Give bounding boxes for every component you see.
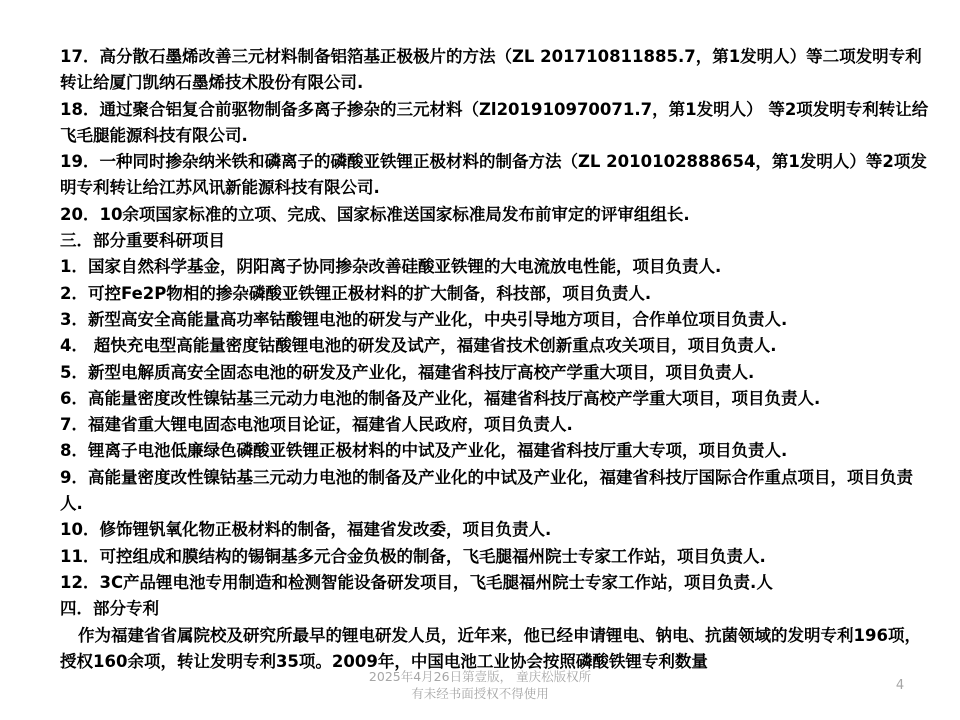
project-item-10: 10．修饰锂钒氧化物正极材料的制备，福建省发改委，项目负责人.: [60, 520, 552, 540]
patent-item-18: 18．通过聚合铝复合前驱物制备多离子掺杂的三元材料（Zl201910970071.7，第1发明人） 等2项发明专利转让给飞毛腿能源科技有限公司.: [60, 99, 929, 145]
slide-body: [60, 44, 930, 675]
project-item-8: 8．锂离子电池低廉绿色磷酸亚铁锂正极材料的中试及产业化，福建省科技厅重大专项，项目负责人.: [60, 441, 788, 461]
page-number: 4: [895, 678, 905, 693]
patent-item-19: 19．一种同时掺杂纳米铁和磷离子的磷酸亚铁锂正极材料的制备方法（ZL 2010102888654，第1发明人）等2项发明专利转让给江苏风讯新能源科技有限公司.: [60, 152, 927, 198]
section-heading-patents: 四．部分专利: [60, 599, 159, 619]
project-item-6: 6．高能量密度改性镍钴基三元动力电池的制备及产业化，福建省科技厅高校产学重大项目，项目负责人.: [60, 388, 821, 408]
project-item-7: 7．福建省重大锂电固态电池项目论证，福建省人民政府，项目负责人.: [60, 415, 573, 435]
project-item-4: 4． 超快充电型高能量密度钴酸锂电池的研发及试产，福建省技术创新重点攻关项目，项目负责人.: [60, 336, 777, 356]
project-item-2: 2．可控Fe2P物相的掺杂磷酸亚铁锂正极材料的扩大制备，科技部，项目负责人.: [60, 283, 652, 303]
patent-item-17: 17．高分散石墨烯改善三元材料制备铝箔基正极极片的方法（ZL 201710811885.7，第1发明人）等二项发明专利转让给厦门凯纳石墨烯技术股份有限公司.: [60, 47, 922, 93]
project-item-1: 1．国家自然科学基金，阴阳离子协同掺杂改善硅酸亚铁锂的大电流放电性能，项目负责人.: [60, 257, 722, 277]
patents-summary-paragraph: 作为福建省省属院校及研究所最早的锂电研发人员，近年来，他已经申请锂电、钠电、抗菌领域的发明专利196项，授权160余项，转让发明专利35项。2009年，中国电池工业协会按照磷酸铁锂专利数量: [60, 625, 921, 671]
project-item-9: 9．高能量密度改性镍钴基三元动力电池的制备及产业化的中试及产业化，福建省科技厅国际合作重点项目，项目负责人.: [60, 467, 913, 514]
project-item-3: 3．新型高安全高能量高功率钴酸锂电池的研发与产业化，中央引导地方项目，合作单位项目负责人.: [60, 309, 788, 329]
section-heading-projects: 三．部分重要科研项目: [60, 231, 225, 251]
project-item-11: 11．可控组成和膜结构的锡铜基多元合金负极的制备，飞毛腿福州院士专家工作站，项目负责人.: [60, 546, 766, 566]
footer-line-2: 有未经书面授权不得使用: [411, 686, 549, 701]
project-item-12: 12．3C产品锂电池专用制造和检测智能设备研发项目，飞毛腿福州院士专家工作站，项目负责.人: [60, 572, 773, 592]
footer-line-1: 2025年4月26日第壹版， 童庆松版权所: [368, 669, 592, 684]
footer-copyright: [300, 668, 660, 702]
patent-item-20: 20．10余项国家标准的立项、完成、国家标准送国家标准局发布前审定的评审组组长.: [60, 204, 690, 224]
project-item-5: 5．新型电解质高安全固态电池的研发及产业化，福建省科技厅高校产学重大项目，项目负责人.: [60, 362, 755, 382]
